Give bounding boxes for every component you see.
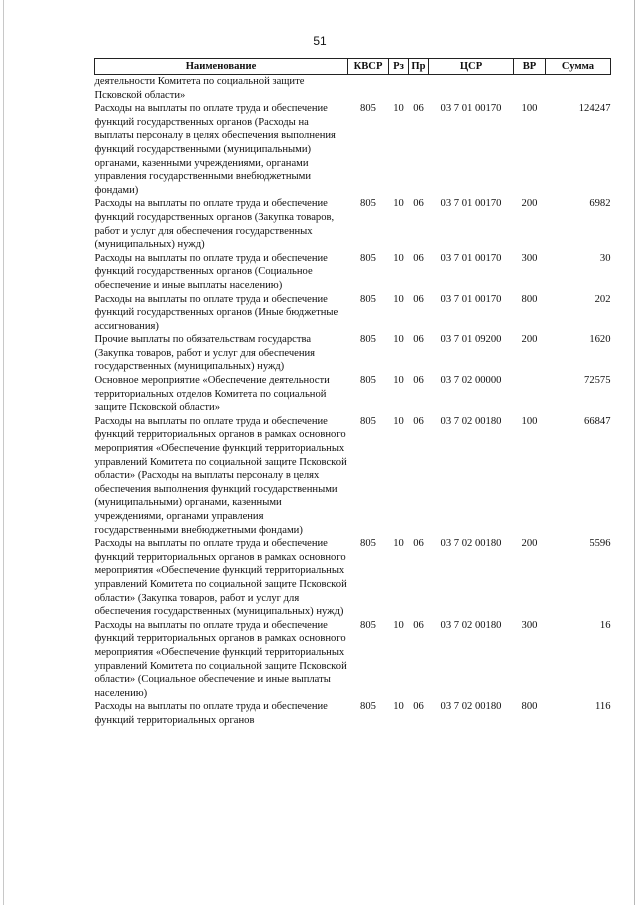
row-rz-cell: 10 (393, 334, 404, 346)
row-amount-cell: 72575 (584, 375, 611, 387)
table-row (95, 102, 611, 197)
row-kvsr-cell: 805 (360, 619, 376, 631)
row-pr-cell: 06 (413, 334, 424, 346)
row-name-cell: Расходы на выплаты по оплате труда и обеспечение функций территориальных органов в рамках основного мероприятия «Обеспечение функций территориальных управлений Комитета по социальной защите Псковской области» (Расходы на выплаты персоналу в целях обеспечения выполнения функций государственными (муниципальными) органами, казенными учреждениями, органами управления государственными внебюджетными фондами) (94, 415, 347, 536)
row-vr-cell: 200 (521, 198, 538, 210)
row-csr-cell: 03 7 01 00170 (440, 198, 502, 210)
budget-table (94, 58, 611, 728)
scan-edge-right (634, 0, 635, 905)
row-vr-cell: 200 (521, 538, 538, 550)
row-csr-cell: 03 7 02 00000 (440, 375, 502, 387)
row-csr-cell: 03 7 01 00170 (440, 252, 502, 264)
page-number: 51 (313, 34, 327, 48)
row-name-cell: Расходы на выплаты по оплате труда и обеспечение функций государственных органов (Расходы на выплаты персоналу в целях обеспечения выполнения функций государственными (муниципальными) органами, казенными учреждениями, органами управления государственными внебюджетными фондами) (94, 103, 336, 196)
row-name-cell: Расходы на выплаты по оплате труда и обеспечение функций территориальных органов в рамках основного мероприятия «Обеспечение функций территориальных управлений Комитета по социальной защите Псковской области» (Закупка товаров, работ и услуг для обеспечения государственных (муниципальных) нужд) (94, 538, 347, 618)
row-csr-cell: 03 7 02 00180 (440, 538, 502, 550)
row-pr-cell: 06 (413, 415, 424, 427)
row-pr-cell (409, 75, 429, 103)
header-row (95, 59, 611, 75)
header-pr: Пр (409, 59, 429, 75)
row-pr-cell: 06 (413, 538, 424, 550)
header-name: Наименование (95, 59, 348, 75)
row-pr-cell: 06 (413, 293, 424, 305)
row-vr-cell (514, 374, 546, 415)
row-kvsr-cell: 805 (360, 293, 376, 305)
row-pr-cell: 06 (413, 252, 424, 264)
row-rz-cell: 10 (393, 415, 404, 427)
row-kvsr-cell: 805 (360, 375, 376, 387)
row-rz-cell: 10 (393, 103, 404, 115)
table-row (95, 700, 611, 727)
table-row (95, 197, 611, 251)
row-amount-cell: 30 (599, 252, 611, 264)
row-kvsr-cell (348, 75, 389, 103)
row-rz-cell: 10 (393, 198, 404, 210)
row-rz-cell: 10 (393, 538, 404, 550)
row-amount-cell: 6982 (589, 198, 611, 210)
row-csr-cell: 03 7 02 00180 (440, 619, 502, 631)
table-row (95, 537, 611, 619)
table-header (95, 59, 611, 75)
row-amount-cell: 1620 (589, 334, 611, 346)
header-rz: Рз (389, 59, 409, 75)
row-name-cell: Расходы на выплаты по оплате труда и обеспечение функций государственных органов (Закупка товаров, работ и услуг для обеспечения государственных (муниципальных) нужд) (94, 198, 335, 251)
row-name-cell: Расходы на выплаты по оплате труда и обеспечение функций государственных органов (Социальное обеспечение и иные выплаты населению) (94, 252, 328, 291)
row-csr-cell: 03 7 01 00170 (440, 293, 502, 305)
table-row (95, 415, 611, 537)
scan-edge-left (3, 0, 4, 905)
row-vr-cell: 300 (521, 252, 538, 264)
row-name-cell: Прочие выплаты по обязательствам государства (Закупка товаров, работ и услуг для обеспечения государственных (муниципальных) нужд) (94, 334, 316, 373)
row-kvsr-cell: 805 (360, 538, 376, 550)
row-amount-cell: 5596 (589, 538, 611, 550)
row-vr-cell: 800 (521, 701, 538, 713)
row-csr-cell: 03 7 02 00180 (440, 415, 502, 427)
row-vr-cell: 100 (521, 103, 538, 115)
row-vr-cell (514, 75, 546, 103)
row-kvsr-cell: 805 (360, 701, 376, 713)
row-vr-cell: 800 (521, 293, 538, 305)
row-name-cell: Расходы на выплаты по оплате труда и обеспечение функций территориальных органов (94, 701, 328, 726)
row-kvsr-cell: 805 (360, 252, 376, 264)
row-rz-cell: 10 (393, 619, 404, 631)
row-amount-cell (546, 75, 611, 103)
row-rz-cell: 10 (393, 252, 404, 264)
row-amount-cell: 116 (595, 701, 611, 713)
table-row (95, 75, 611, 103)
row-csr-cell: 03 7 01 09200 (440, 334, 502, 346)
row-rz-cell (389, 75, 409, 103)
table-row (95, 333, 611, 374)
row-csr-cell: 03 7 02 00180 (440, 701, 502, 713)
row-rz-cell: 10 (393, 293, 404, 305)
row-name-cell: Расходы на выплаты по оплате труда и обеспечение функций территориальных органов в рамках основного мероприятия «Обеспечение функций территориальных управлений Комитета по социальной защите Псковской области» (Социальное обеспечение и иные выплаты населению) (94, 619, 347, 699)
row-amount-cell: 66847 (584, 415, 611, 427)
row-amount-cell: 16 (599, 619, 611, 631)
table-row (95, 252, 611, 293)
row-pr-cell: 06 (413, 701, 424, 713)
row-kvsr-cell: 805 (360, 198, 376, 210)
row-name-cell: Основное мероприятие «Обеспечение деятельности территориальных отделов Комитета по социальной защите Псковской области» (94, 375, 330, 414)
row-csr-cell: 03 7 01 00170 (440, 103, 502, 115)
table-row (95, 374, 611, 415)
table-body (95, 75, 611, 728)
row-vr-cell: 300 (521, 619, 538, 631)
row-amount-cell: 124247 (578, 103, 611, 115)
row-kvsr-cell: 805 (360, 415, 376, 427)
row-pr-cell: 06 (413, 619, 424, 631)
row-csr-cell (429, 75, 514, 103)
row-name-cell: деятельности Комитета по социальной защите Псковской области» (94, 76, 305, 101)
row-vr-cell: 100 (521, 415, 538, 427)
header-amount: Сумма (546, 59, 611, 75)
row-rz-cell: 10 (393, 701, 404, 713)
header-kvsr: КВСР (348, 59, 389, 75)
row-name-cell: Расходы на выплаты по оплате труда и обеспечение функций государственных органов (Иные бюджетные ассигнования) (94, 293, 339, 332)
row-amount-cell: 202 (594, 293, 611, 305)
table-row (95, 293, 611, 334)
row-rz-cell: 10 (393, 375, 404, 387)
header-vr: ВР (514, 59, 546, 75)
row-pr-cell: 06 (413, 103, 424, 115)
row-pr-cell: 06 (413, 375, 424, 387)
row-vr-cell: 200 (521, 334, 538, 346)
table-row (95, 619, 611, 701)
header-csr: ЦСР (429, 59, 514, 75)
row-kvsr-cell: 805 (360, 103, 376, 115)
row-pr-cell: 06 (413, 198, 424, 210)
row-kvsr-cell: 805 (360, 334, 376, 346)
